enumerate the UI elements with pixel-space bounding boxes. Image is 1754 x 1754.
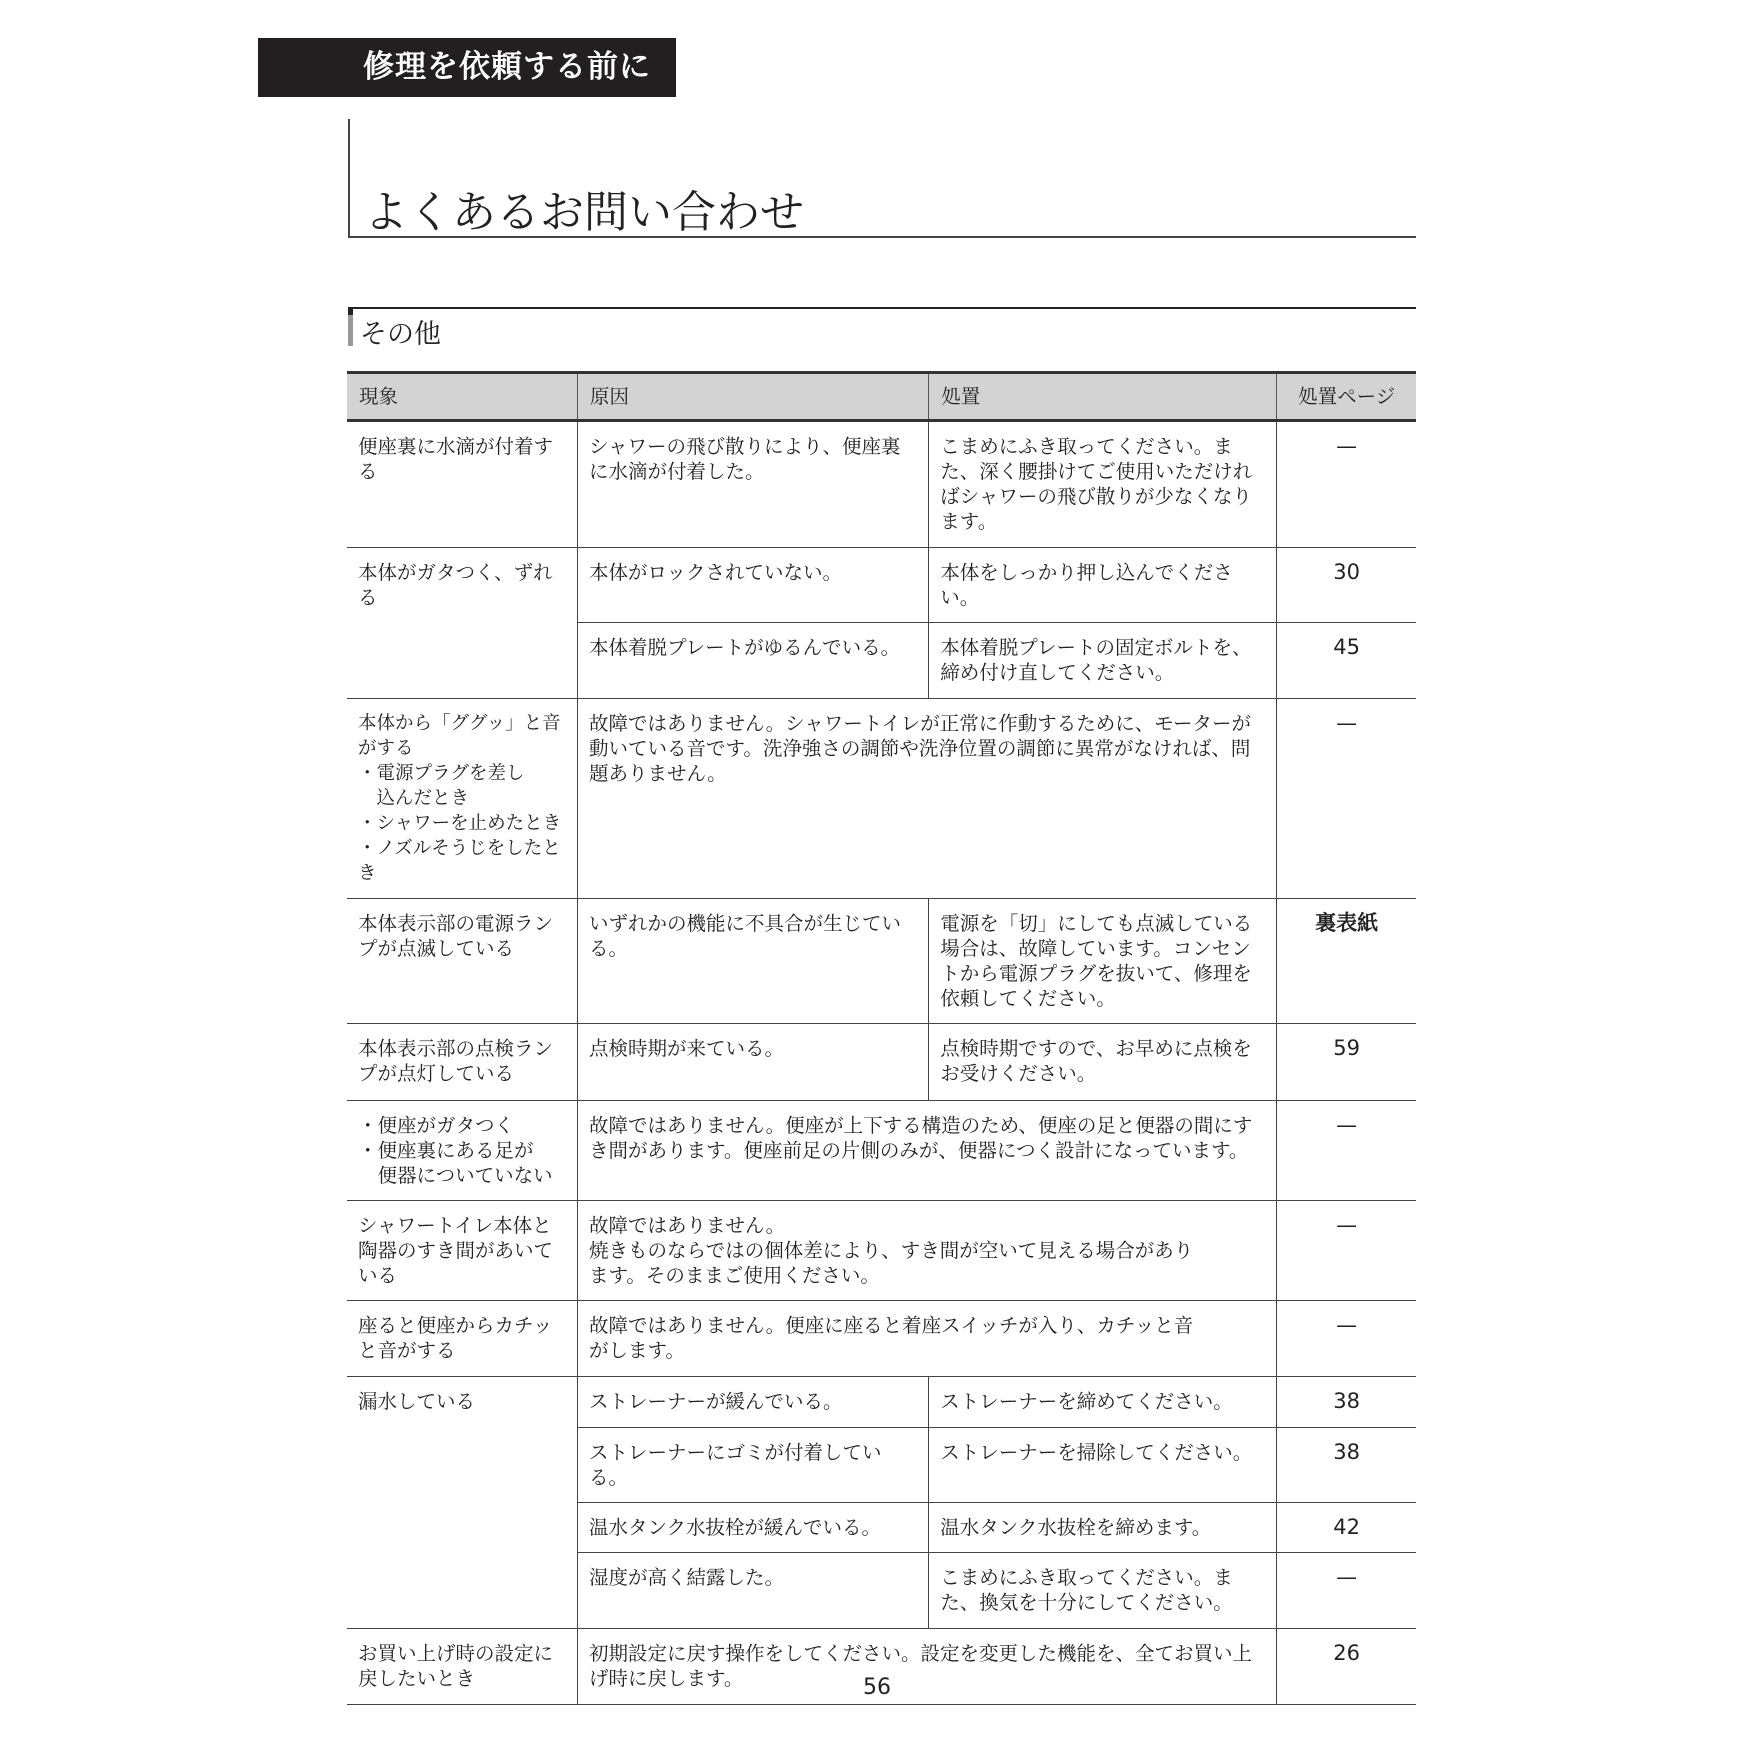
cause-cell: 故障ではありません。 焼きものならではの個体差により、すき間が空いて見える場合があります。そのままご使用ください。 — [577, 1201, 1276, 1301]
header-page: 処置ページ — [1277, 373, 1416, 421]
header-symptom: 現象 — [347, 373, 577, 421]
page-cell: 45 — [1277, 623, 1416, 699]
cause-cell: 温水タンク水抜栓が緩んでいる。 — [577, 1503, 928, 1553]
cause-cell: 本体がロックされていない。 — [577, 548, 928, 623]
section-marker — [348, 309, 353, 346]
page-cell: — — [1277, 421, 1416, 548]
symptom-cell: 本体表示部の点検ランプが点灯している — [347, 1024, 577, 1101]
table-row — [347, 1024, 1416, 1101]
cause-cell: シャワーの飛び散りにより、便座裏に水滴が付着した。 — [577, 421, 928, 548]
cause-cell: 故障ではありません。シャワートイレが正常に作動するために、モーターが動いている音です。洗浄強さの調節や洗浄位置の調節に異常がなければ、問題ありません。 — [577, 699, 1276, 899]
cause-cell: 故障ではありません。便座が上下する構造のため、便座の足と便器の間にすき間があります。便座前足の片側のみが、便器につく設計になっています。 — [577, 1101, 1276, 1201]
cause-cell: 本体着脱プレートがゆるんでいる。 — [577, 623, 928, 699]
symptom-cell: 本体から「ググッ」と音がする ・電源プラグを差し 込んだとき ・シャワーを止めたとき ・ノズルそうじをしたとき — [347, 699, 577, 899]
cause-cell: 湿度が高く結露した。 — [577, 1553, 928, 1629]
cause-cell: 点検時期が来ている。 — [577, 1024, 928, 1101]
section-divider — [348, 307, 1416, 309]
page-cell[interactable]: 裏表紙 — [1277, 899, 1416, 1024]
page-cell: — — [1277, 1101, 1416, 1201]
symptom-cell: 座ると便座からカチッと音がする — [347, 1301, 577, 1377]
table-row — [347, 1377, 1416, 1428]
page-title: よくあるお問い合わせ — [364, 187, 804, 238]
page-cell: — — [1277, 1201, 1416, 1301]
cause-cell: 故障ではありません。便座に座ると着座スイッチが入り、カチッと音がします。 — [577, 1301, 1276, 1377]
symptom-cell: 本体表示部の電源ランプが点滅している — [347, 899, 577, 1024]
page-cell: — — [1277, 1553, 1416, 1629]
table-row — [347, 699, 1416, 899]
remedy-cell: こまめにふき取ってください。また、換気を十分にしてください。 — [929, 1553, 1277, 1629]
symptom-cell: 漏水している — [347, 1377, 577, 1629]
page-cell: 59 — [1277, 1024, 1416, 1101]
table-row — [347, 1101, 1416, 1201]
table-row — [347, 899, 1416, 1024]
header-remedy: 処置 — [929, 373, 1277, 421]
table-row — [347, 548, 1416, 623]
symptom-cell: ・便座がガタつく ・便座裏にある足が 便器についていない — [347, 1101, 577, 1201]
cause-cell: ストレーナーが緩んでいる。 — [577, 1377, 928, 1428]
remedy-cell: 本体着脱プレートの固定ボルトを、締め付け直してください。 — [929, 623, 1277, 699]
page-cell: — — [1277, 1301, 1416, 1377]
remedy-cell: ストレーナーを掃除してください。 — [929, 1428, 1277, 1503]
remedy-cell: こまめにふき取ってください。また、深く腰掛けてご使用いただければシャワーの飛び散りが少なくなります。 — [929, 421, 1277, 548]
page-cell: 30 — [1277, 548, 1416, 623]
page-cell: — — [1277, 699, 1416, 899]
symptom-cell: シャワートイレ本体と陶器のすき間があいている — [347, 1201, 577, 1301]
symptom-cell: 本体がガタつく、ずれる — [347, 548, 577, 699]
cause-cell: いずれかの機能に不具合が生じている。 — [577, 899, 928, 1024]
table-row — [347, 1301, 1416, 1377]
table-header — [347, 373, 1416, 421]
section-title: その他 — [360, 319, 441, 350]
symptom-cell: お買い上げ時の設定に戻したいとき — [347, 1629, 577, 1705]
table-row — [347, 1201, 1416, 1301]
cause-cell: 初期設定に戻す操作をしてください。設定を変更した機能を、全てお買い上げ時に戻します。 — [577, 1629, 1276, 1705]
faq-table — [347, 371, 1416, 1705]
remedy-cell: 温水タンク水抜栓を締めます。 — [929, 1503, 1277, 1553]
remedy-cell: 本体をしっかり押し込んでください。 — [929, 548, 1277, 623]
page-cell: 26 — [1277, 1629, 1416, 1705]
page-number: 56 — [863, 1675, 891, 1700]
page-cell: 38 — [1277, 1377, 1416, 1428]
remedy-cell: 点検時期ですので、お早めに点検をお受けください。 — [929, 1024, 1277, 1101]
page-cell: 38 — [1277, 1428, 1416, 1503]
page-cell: 42 — [1277, 1503, 1416, 1553]
symptom-cell: 便座裏に水滴が付着する — [347, 421, 577, 548]
remedy-cell: 電源を「切」にしても点滅している場合は、故障しています。コンセントから電源プラグを抜いて、修理を依頼してください。 — [929, 899, 1277, 1024]
cause-cell: ストレーナーにゴミが付着している。 — [577, 1428, 928, 1503]
remedy-cell: ストレーナーを締めてください。 — [929, 1377, 1277, 1428]
chapter-banner: 修理を依頼する前に — [258, 38, 676, 97]
table-row — [347, 421, 1416, 548]
header-cause: 原因 — [577, 373, 928, 421]
